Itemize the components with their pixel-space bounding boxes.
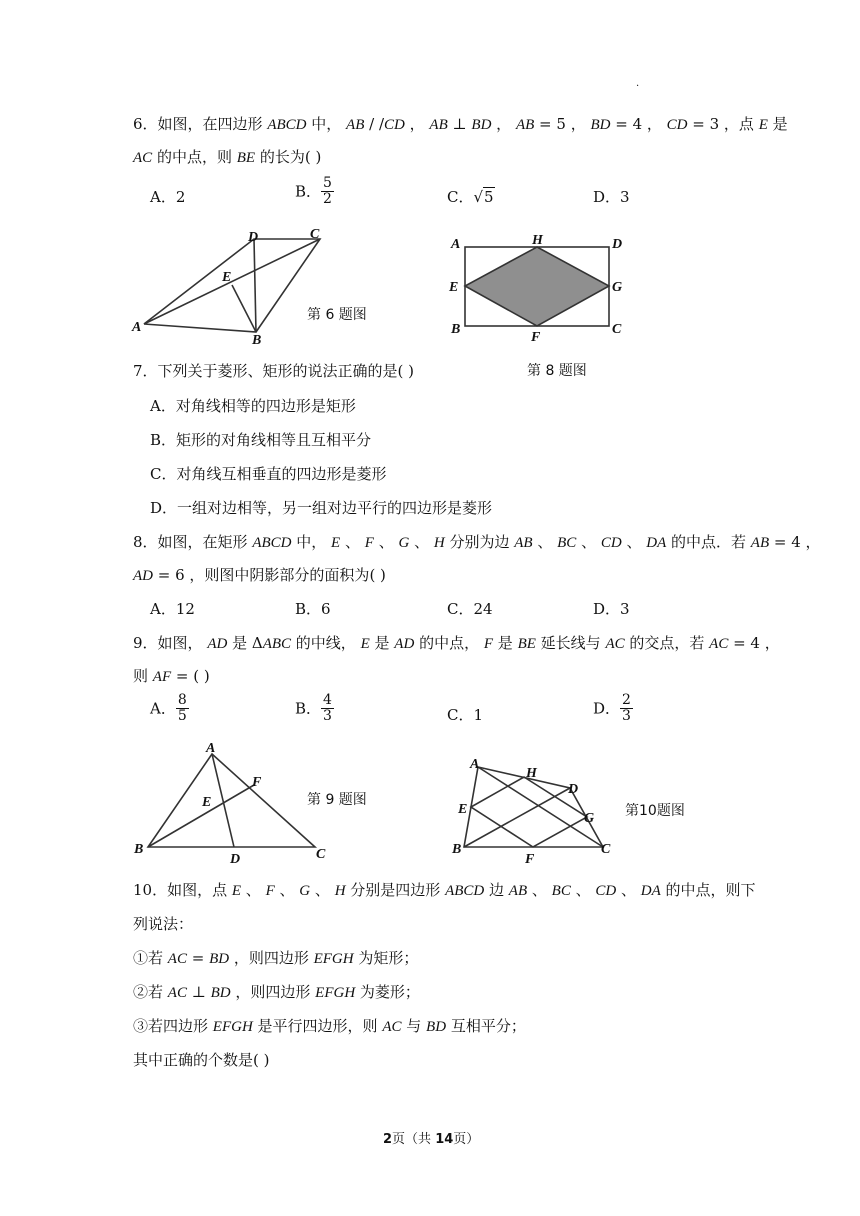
- page-number: 2: [383, 1132, 393, 1147]
- q9-figure-caption: 第 9 题图: [307, 792, 367, 808]
- q6-stem-line2: AC 的中点，则 BE 的长为( ): [133, 148, 322, 166]
- q9-stem-line1: 9．如图， AD 是 ΔABC 的中线， E 是 AD 的中点， F 是 BE 延长线与 AC 的交点，若 AC = 4 ，: [133, 634, 780, 652]
- fig6-label-c: C: [310, 227, 320, 242]
- fig6-label-a: A: [132, 320, 142, 335]
- q8-stem-line2: AD = 6 ，则图中阴影部分的面积为( ): [133, 566, 386, 584]
- fig8-label-b: B: [451, 322, 461, 337]
- page-total: 14: [435, 1132, 454, 1147]
- fig10-label-b: B: [452, 842, 462, 857]
- q6-figure: [130, 225, 330, 345]
- q9-option-c: C．1: [447, 706, 484, 724]
- fig8-label-f: F: [531, 330, 541, 345]
- q6-stem-line1: 6．如图，在四边形 ABCD 中， AB / /CD ， AB ⊥ BD ， AB = 5 ， BD = 4 ， CD = 3 ，点 E 是: [133, 115, 788, 133]
- q10-stem-line1: 10．如图，点 E 、 F 、 G 、 H 分别是四边形 ABCD 边 AB 、 BC 、 CD 、 DA 的中点，则下: [133, 881, 756, 899]
- q7-option-d: D．一组对边相等，另一组对边平行的四边形是菱形: [150, 499, 493, 517]
- q6-option-b: B． $\frac{5}{2}$: [295, 175, 332, 207]
- q10-question: 其中正确的个数是( ): [133, 1051, 270, 1069]
- q10-stem-line2: 列说法：: [133, 915, 194, 933]
- q9-option-d: D． $\frac{2}{3}$: [593, 692, 631, 724]
- q7-option-a: A．对角线相等的四边形是矩形: [150, 397, 356, 415]
- q8-option-b: B．6: [295, 600, 331, 618]
- fig9-label-e: E: [202, 795, 212, 810]
- answer-paren: ( ): [304, 148, 322, 166]
- fig9-label-c: C: [316, 847, 326, 862]
- header-mark: .: [636, 78, 640, 89]
- fig10-label-h: H: [526, 766, 537, 781]
- q7-option-c: C．对角线互相垂直的四边形是菱形: [150, 465, 387, 483]
- q6-figure-caption: 第 6 题图: [307, 307, 367, 323]
- q8-option-a: A．12: [150, 600, 195, 618]
- q6-option-c: C．√5: [447, 188, 494, 206]
- q8-figure: [445, 230, 645, 345]
- q9-stem-line2: 则 AF = ( ): [133, 667, 210, 685]
- fig6-label-e: E: [222, 270, 232, 285]
- q10-figure-caption: 第10题图: [625, 803, 685, 819]
- fig9-label-f: F: [252, 775, 262, 790]
- fig10-label-f: F: [525, 852, 535, 867]
- q6-option-d: D．3: [593, 188, 630, 206]
- fig8-label-c: C: [612, 322, 622, 337]
- q6-option-a: A．2: [150, 188, 186, 206]
- q8-figure-caption: 第 8 题图: [527, 363, 587, 379]
- q7-option-b: B．矩形的对角线相等且互相平分: [150, 431, 372, 449]
- fig8-label-h: H: [532, 233, 543, 248]
- q9-figure: [130, 740, 330, 865]
- fig10-label-a: A: [470, 757, 480, 772]
- fig9-label-d: D: [230, 852, 241, 865]
- q8-option-d: D．3: [593, 600, 630, 618]
- q10-statement-3: ③若四边形 EFGH 是平行四边形，则 AC 与 BD 互相平分；: [133, 1017, 526, 1035]
- fig8-label-g: G: [612, 280, 623, 295]
- fig6-label-b: B: [252, 333, 262, 345]
- q9-option-a: A． $\frac{8}{5}$: [150, 692, 187, 724]
- fig10-label-e: E: [458, 802, 468, 817]
- fig8-label-d: D: [612, 237, 623, 252]
- page-footer: 2页（共 14页）: [383, 1132, 480, 1147]
- fig8-label-a: A: [451, 237, 461, 252]
- answer-paren: ( ): [253, 1051, 270, 1069]
- q10-statement-2: ②若 AC ⊥ BD ，则四边形 EFGH 为菱形；: [133, 983, 420, 1001]
- q8-stem-line1: 8．如图，在矩形 ABCD 中， E 、 F 、 G 、 H 分别为边 AB 、 BC 、 CD 、 DA 的中点．若 AB = 4 ，: [133, 533, 821, 551]
- q10-statement-1: ①若 AC = BD ，则四边形 EFGH 为矩形；: [133, 949, 419, 967]
- fig6-label-d: D: [248, 230, 259, 245]
- answer-paren: ( ): [397, 362, 415, 380]
- q7-stem: 7．下列关于菱形、矩形的说法正确的是( ): [133, 362, 415, 380]
- fig9-label-b: B: [134, 842, 144, 857]
- q9-option-b: B． $\frac{4}{3}$: [295, 692, 332, 724]
- answer-paren: ( ): [193, 667, 210, 685]
- q10-figure: [450, 755, 620, 870]
- fig9-label-a: A: [206, 741, 216, 756]
- fig10-label-c: C: [601, 842, 611, 857]
- fig10-label-g: G: [584, 811, 595, 826]
- fig10-label-d: D: [568, 782, 579, 797]
- q8-option-c: C．24: [447, 600, 493, 618]
- answer-paren: ( ): [369, 566, 386, 584]
- fig8-label-e: E: [449, 280, 459, 295]
